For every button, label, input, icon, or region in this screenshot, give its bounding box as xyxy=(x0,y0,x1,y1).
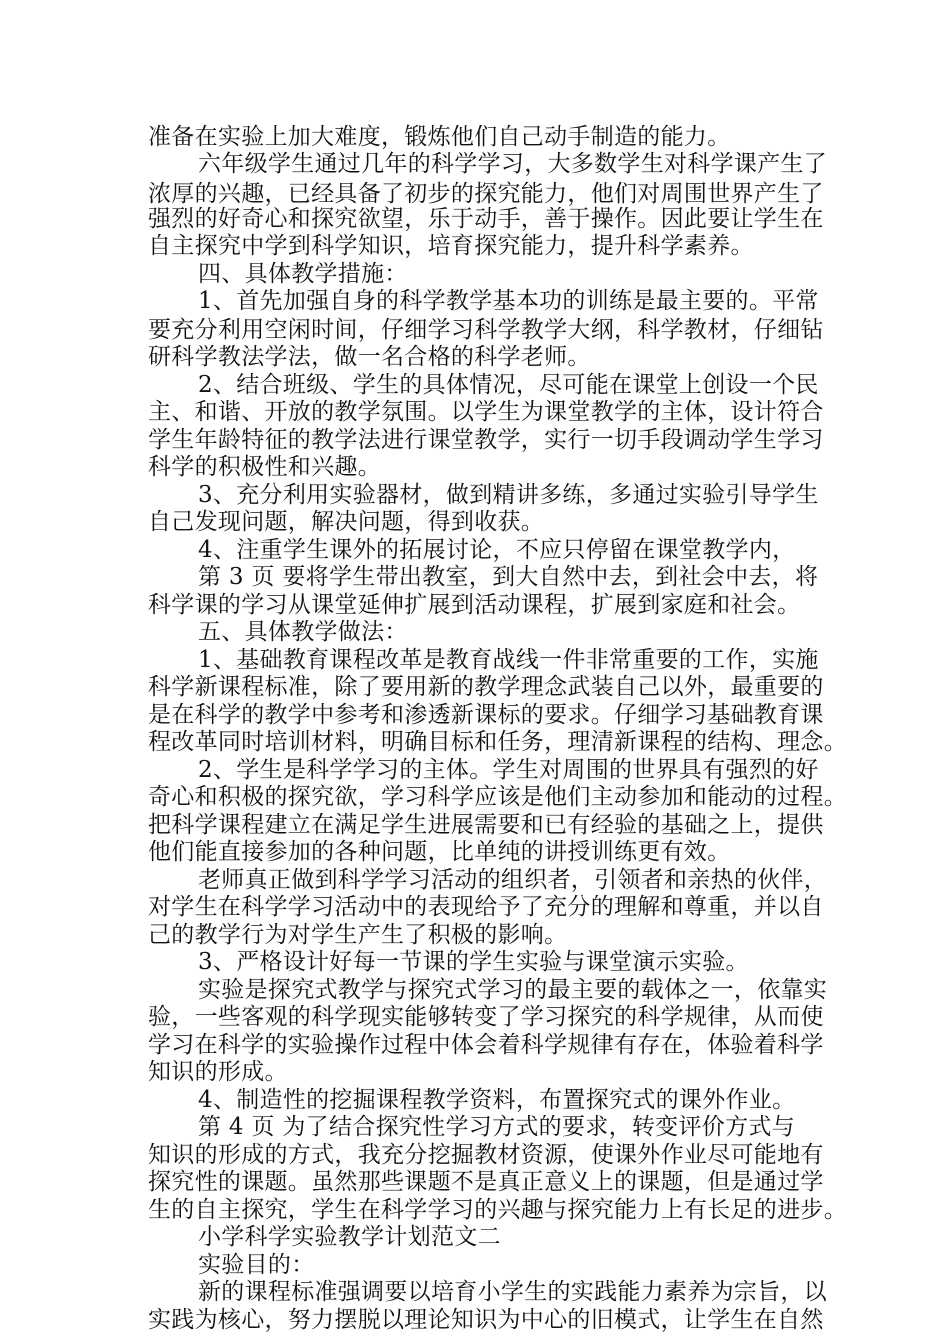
text-line: 4、制造性的挖掘课程教学资料，布置探究式的课外作业。 xyxy=(198,1087,796,1113)
text-line: 六年级学生通过几年的科学学习，大多数学生对科学课产生了 xyxy=(198,151,828,177)
text-line: 奇心和积极的探究欲，学习科学应该是他们主动参加和能动的过程。 xyxy=(148,784,847,810)
text-line: 2、学生是科学学习的主体。学生对周围的世界具有强烈的好 xyxy=(198,757,819,783)
text-line: 科学的积极性和兴趣。 xyxy=(148,454,381,480)
text-line: 验，一些客观的科学现实能够转变了学习探究的科学规律，从而使 xyxy=(148,1004,824,1030)
text-line: 1、基础教育课程改革是教育战线一件非常重要的工作，实施 xyxy=(198,647,819,673)
text-line: 实践为核心，努力摆脱以理论知识为中心的旧模式，让学生在自然 xyxy=(148,1307,824,1333)
text-line: 1、首先加强自身的科学教学基本功的训练是最主要的。平常 xyxy=(198,288,819,314)
text-line: 老师真正做到科学学习活动的组织者，引领者和亲热的伙伴， xyxy=(198,867,828,893)
text-line: 研科学教法学法，做一名合格的科学老师。 xyxy=(148,344,591,370)
text-line: 程改革同时培训材料，明确目标和任务，理清新课程的结构、理念。 xyxy=(148,729,847,755)
text-line: 3、严格设计好每一节课的学生实验与课堂演示实验。 xyxy=(198,949,749,975)
text-line: 要充分利用空闲时间，仔细学习科学教学大纲，科学教材，仔细钻 xyxy=(148,317,824,343)
text-line: 己的教学行为对学生产生了积极的影响。 xyxy=(148,922,568,948)
text-line: 新的课程标准强调要以培育小学生的实践能力素养为宗旨，以 xyxy=(198,1279,828,1305)
text-line: 准备在实验上加大难度，锻炼他们自己动手制造的能力。 xyxy=(148,124,731,150)
text-line: 自主探究中学到科学知识，培育探究能力，提升科学素养。 xyxy=(148,233,754,259)
text-line: 第 4 页 为了结合探究性学习方式的要求，转变评价方式与 xyxy=(198,1114,795,1140)
text-line: 生的自主探究，学生在科学学习的兴趣与探究能力上有长足的进步。 xyxy=(148,1197,847,1223)
text-line: 强烈的好奇心和探究欲望，乐于动手，善于操作。因此要让学生在 xyxy=(148,206,824,232)
text-line: 2、结合班级、学生的具体情况，尽可能在课堂上创设一个民 xyxy=(198,372,819,398)
text-line: 实验是探究式教学与探究式学习的最主要的载体之一，依靠实 xyxy=(198,977,828,1003)
text-line: 四、具体教学措施： xyxy=(198,261,408,287)
text-line: 知识的形成。 xyxy=(148,1059,288,1085)
text-line: 学生年龄特征的教学法进行课堂教学，实行一切手段调动学生学习 xyxy=(148,427,824,453)
text-line: 五、具体教学做法： xyxy=(198,619,408,645)
text-line: 把科学课程建立在满足学生进展需要和已有经验的基础之上，提供 xyxy=(148,812,824,838)
text-line: 3、充分利用实验器材，做到精讲多练，多通过实验引导学生 xyxy=(198,482,819,508)
text-line: 科学新课程标准，除了要用新的教学理念武装自己以外，最重要的 xyxy=(148,674,824,700)
text-line: 知识的形成的方式，我充分挖掘教材资源，使课外作业尽可能地有 xyxy=(148,1142,824,1168)
text-line: 是在科学的教学中参考和渗透新课标的要求。仔细学习基础教育课 xyxy=(148,702,824,728)
text-line: 学习在科学的实验操作过程中体会着科学规律有存在，体验着科学 xyxy=(148,1032,824,1058)
text-line: 他们能直接参加的各种问题，比单纯的讲授训练更有效。 xyxy=(148,839,731,865)
text-line: 探究性的课题。虽然那些课题不是真正意义上的课题，但是通过学 xyxy=(148,1169,824,1195)
text-line: 浓厚的兴趣，已经具备了初步的探究能力，他们对周围世界产生了 xyxy=(148,181,824,207)
text-line: 实验目的： xyxy=(198,1252,315,1278)
text-line: 自己发现问题，解决问题，得到收获。 xyxy=(148,509,545,535)
text-line: 科学课的学习从课堂延伸扩展到活动课程，扩展到家庭和社会。 xyxy=(148,592,801,618)
text-line: 主、和谐、开放的教学氛围。以学生为课堂教学的主体，设计符合 xyxy=(148,399,824,425)
text-line: 4、注重学生课外的拓展讨论，不应只停留在课堂教学内， xyxy=(198,537,796,563)
text-line: 第 3 页 要将学生带出教室，到大自然中去，到社会中去，将 xyxy=(198,564,819,590)
text-line: 对学生在科学学习活动中的表现给予了充分的理解和尊重，并以自 xyxy=(148,894,824,920)
text-line: 小学科学实验教学计划范文二 xyxy=(198,1224,501,1250)
